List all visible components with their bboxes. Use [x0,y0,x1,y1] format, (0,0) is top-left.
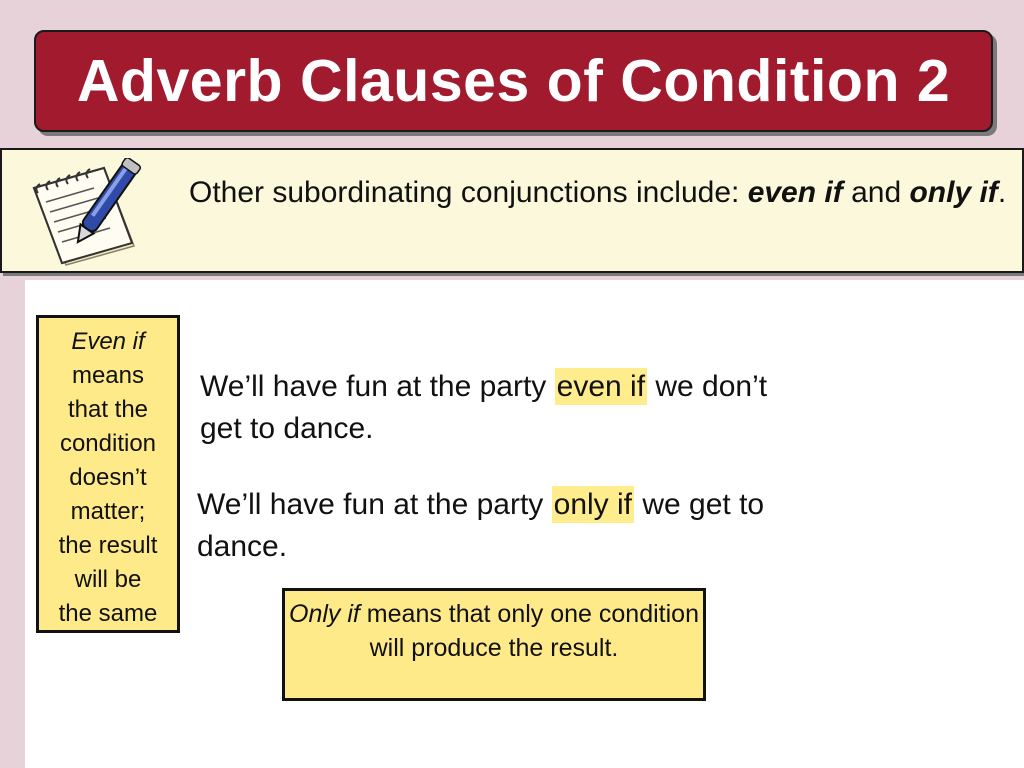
even-if-note [36,315,180,633]
title-bar [34,30,993,132]
even-if-note-line: matter; [70,498,146,525]
intro-term-even-if: even if [747,176,843,209]
even-if-note-line: will be [74,566,142,593]
intro-text [189,172,1009,214]
intro-middle: and [842,176,910,209]
only-if-term: Only if [289,600,360,628]
example-only-if [197,484,797,568]
example-text: We’ll have fun at the party [200,370,555,403]
even-if-note-line: condition [59,430,157,457]
highlight-only-if: only if [553,488,633,521]
even-if-note-line: doesn’t [69,464,147,491]
intro-prefix: Other subordinating conjunctions include: [189,176,748,209]
example-text: we get to dance. [197,488,765,563]
intro-suffix: . [997,176,1007,209]
example-even-if [200,366,800,450]
intro-box [0,148,1024,273]
only-if-note-text: means that only one condition will produce the result. [359,600,699,662]
highlight-even-if: even if [556,370,646,403]
slide-title: Adverb Clauses of Condition 2 [76,48,951,114]
even-if-note-line: the same [58,600,158,627]
even-if-term: Even if [71,328,145,355]
even-if-note-line: means [71,362,145,389]
even-if-note-line: the result [58,532,158,559]
intro-term-only-if: only if [909,176,998,209]
example-text: We’ll have fun at the party [197,488,552,521]
only-if-note [282,588,706,701]
example-text: we don’t get to dance. [200,370,768,445]
even-if-note-line: that the [67,396,149,423]
notepad-pen-icon [24,158,144,268]
